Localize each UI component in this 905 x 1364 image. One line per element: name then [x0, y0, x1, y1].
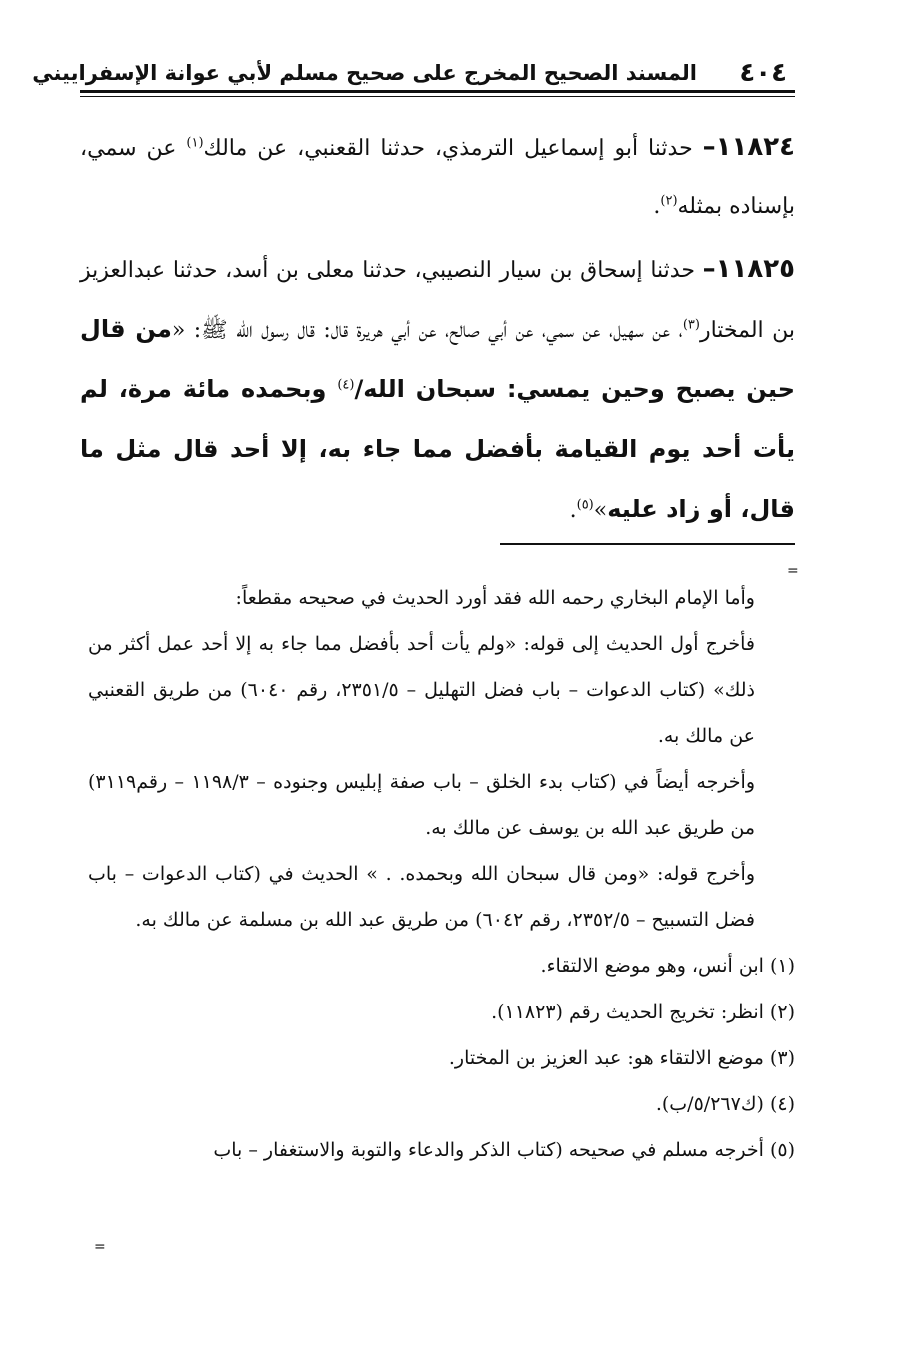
- footnote-ref[interactable]: (٣): [682, 317, 700, 333]
- hadith-number: ١١٨٢٥–: [702, 254, 795, 284]
- hadith-11825: [80, 240, 795, 540]
- footnotes: [88, 575, 795, 1173]
- header-title: المسند الصحيح المخرج على صحيح مسلم لأبي عوانة الإسفراييني: [32, 61, 697, 85]
- hadith-matn: وبحمده مائة مرة، لم يأت أحد يوم القيامة بأفضل مما جاء به، إلا أحد قال مثل ما قال، أو زاد عليه: [80, 375, 795, 523]
- running-header: [32, 58, 795, 92]
- hadith-text: عن سمي، بإسناده بمثله: [80, 136, 795, 219]
- header-rule-thick: [80, 90, 795, 93]
- continuation-mark-bottom: =: [94, 1239, 106, 1255]
- hadith-text-end: .: [569, 498, 577, 523]
- hadith-11824: [80, 118, 795, 236]
- header-rule-thin: [80, 96, 795, 97]
- page-number: ٤٠٤: [739, 58, 787, 88]
- note-paragraph: وأخرج قوله: «ومن قال سبحان الله وبحمده. . » الحديث في (كتاب الدعوات – باب فضل التسبيح – ٢٣٥٢/٥، رقم ٦٠٤٢) من طريق عبد الله بن مسلمة عن مالك به.: [88, 863, 755, 931]
- note-paragraph: وأما الإمام البخاري رحمه الله فقد أورد الحديث في صحيحه مقطعاً:: [235, 587, 755, 609]
- hadith-text: حدثنا أبو إسماعيل الترمذي، حدثنا القعنبي، عن مالك: [203, 136, 703, 161]
- hadith-text: حدثنا إسحاق بن سيار النصيبي، حدثنا معلى بن أسد، حدثنا عبدالعزيز بن المختار: [80, 258, 795, 343]
- carried-note: [88, 575, 795, 943]
- continuation-mark-top: =: [787, 563, 799, 579]
- hadith-number: ١١٨٢٤–: [702, 132, 795, 162]
- footnote-5: (٥) أخرجه مسلم في صحيحه (كتاب الذكر والدعاء والتوبة والاستغفار – باب: [213, 1139, 795, 1161]
- hadith-matn: من قال حين يصبح وحين يمسي: سبحان الله/: [80, 315, 796, 403]
- footnote-separator: [500, 543, 795, 545]
- footnote-ref[interactable]: (٤): [337, 377, 355, 393]
- footnote-2: (٢) انظر: تخريج الحديث رقم (١١٨٢٣).: [491, 1001, 795, 1023]
- footnote-3: (٣) موضع الالتقاء هو: عبد العزيز بن المختار.: [448, 1047, 795, 1069]
- quote-close: »: [593, 498, 608, 523]
- note-paragraph: فأخرج أول الحديث إلى قوله: «ولم يأت أحد بأفضل مما جاء به إلا أحد عمل أكثر من ذلك» (كتاب الدعوات – باب فضل التهليل – ٢٣٥١/٥، رقم ٦٠٤٠) من طريق القعنبي عن مالك به.: [88, 633, 755, 747]
- main-text: [80, 118, 795, 540]
- note-paragraph: وأخرجه أيضاً في (كتاب بدء الخلق – باب صفة إبليس وجنوده – ١١٩٨/٣ – رقم٣١١٩) من طريق عبد الله بن يوسف عن مالك به.: [88, 771, 756, 839]
- footnote-1: (١) ابن أنس، وهو موضع الالتقاء.: [540, 955, 795, 977]
- hadith-text: ، عن سهيل، عن سمي، عن أبي صالح، عن أبي هريرة قال: قال رسول الله ﷺ: «: [171, 318, 683, 343]
- footnote-4: (٤) (ك٥/٢٦٧/ب).: [655, 1093, 795, 1115]
- footnote-ref[interactable]: (٢): [660, 193, 678, 209]
- hadith-text-end: .: [653, 194, 661, 219]
- footnote-ref[interactable]: (٥): [576, 497, 594, 513]
- footnote-ref[interactable]: (١): [186, 135, 204, 151]
